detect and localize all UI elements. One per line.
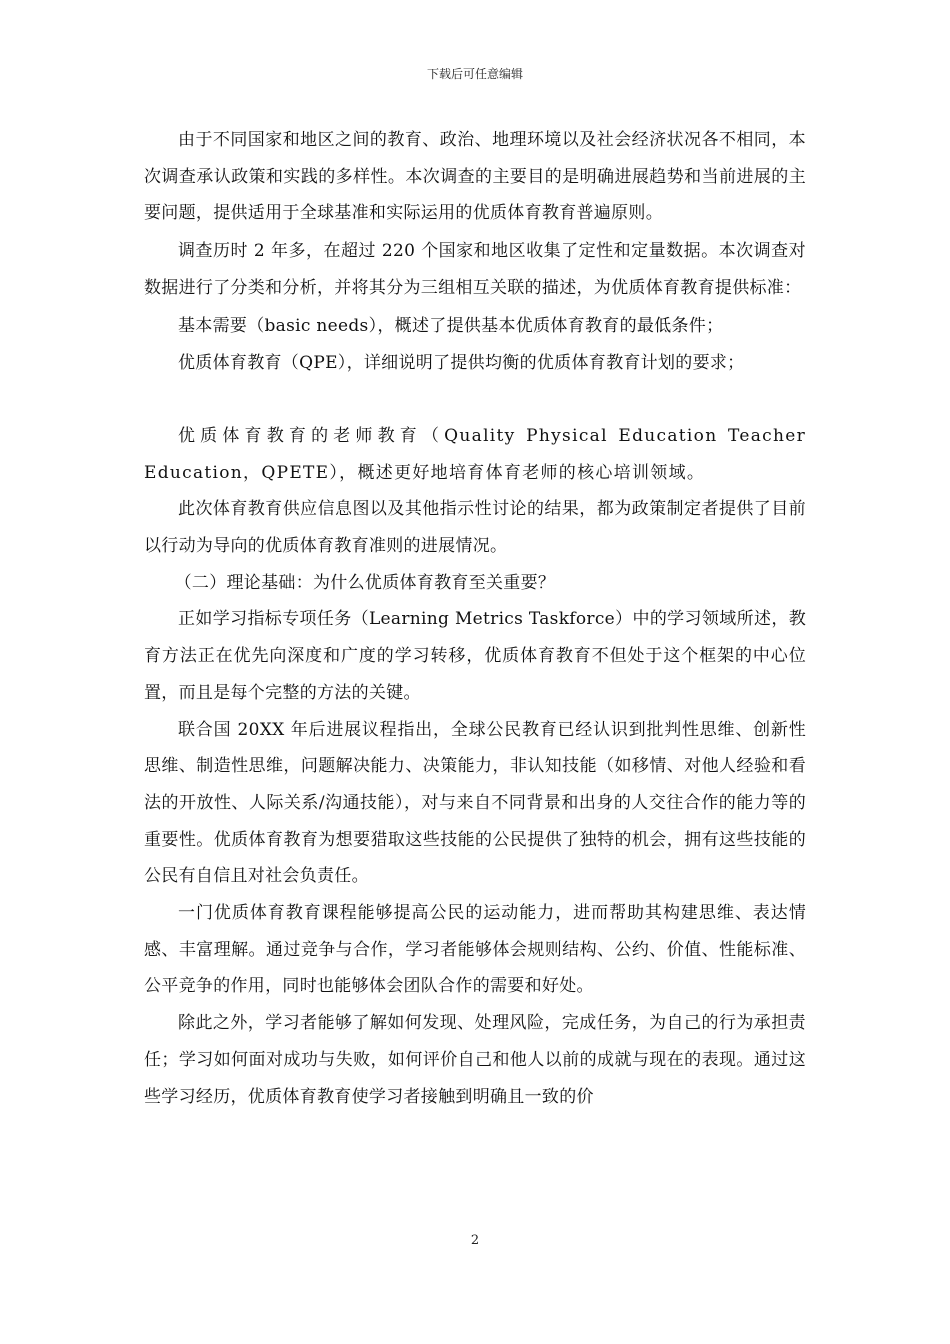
paragraph-infographic: 此次体育教育供应信息图以及其他指示性讨论的结果，都为政策制定者提供了目前以行动为导向的优质体育教育准则的进展情况。: [144, 499, 806, 557]
paragraph-survey-duration: 调查历时 2 年多，在超过 220 个国家和地区收集了定性和定量数据。本次调查对数据进行了分类和分析，并将其分为三组相互关联的描述，为优质体育教育提供标准：: [144, 241, 806, 298]
paragraph-survey-purpose: 由于不同国家和地区之间的教育、政治、地理环境以及社会经济状况各不相同，本次调查承认政策和实践的多样性。本次调查的主要目的是明确进展趋势和当前进展的主要问题，提供适用于全球基准和实际运用的优质体育教育普遍原则。: [144, 130, 806, 224]
paragraph-qpete: 优质体育教育的老师教育（Quality Physical Education Teacher Education，QPETE），概述更好地培育体育老师的核心培训领域。: [144, 425, 806, 483]
paragraph-qpe: 优质体育教育（QPE），详细说明了提供均衡的优质体育教育计划的要求；: [178, 353, 745, 374]
paragraph-un-agenda: 联合国 20XX 年后进展议程指出，全球公民教育已经认识到批判性思维、创新性思维、制造性思维，问题解决能力、决策能力，非认知技能（如移情、对他人经验和看法的开放性、人际关系/沟通技能），对与来自不同背景和出身的人交往合作的能力等的重要性。优质体育教育为想要猎取这些技能的公民提供了独特的机会，拥有这些技能的公民有自信且对社会负责任。: [144, 719, 806, 887]
paragraph-risk-learning: 除此之外，学习者能够了解如何发现、处理风险，完成任务，为自己的行为承担责任；学习如何面对成功与失败，如何评价自己和他人以前的成就与现在的表现。通过这些学习经历，优质体育教育使学习者接触到明确且一致的价: [144, 1013, 806, 1107]
section-heading-theory: （二）理论基础：为什么优质体育教育至关重要？: [174, 572, 556, 593]
document-body: [144, 122, 806, 1115]
paragraph-qpe-course: 一门优质体育教育课程能够提高公民的运动能力，进而帮助其构建思维、表达情感、丰富理解。通过竞争与合作，学习者能够体会规则结构、公约、价值、性能标准、公平竞争的作用，同时也能够体会团队合作的需要和好处。: [144, 903, 806, 997]
paragraph-learning-metrics: 正如学习指标专项任务（Learning Metrics Taskforce）中的学习领域所述，教育方法正在优先向深度和广度的学习转移，优质体育教育不但处于这个框架的中心位置，而且是每个完整的方法的关键。: [144, 609, 806, 703]
page-header: 下载后可任意编辑: [426, 67, 523, 81]
paragraph-basic-needs: 基本需要（basic needs），概述了提供基本优质体育教育的最低条件；: [178, 315, 724, 336]
page-number: 2: [470, 1233, 480, 1248]
